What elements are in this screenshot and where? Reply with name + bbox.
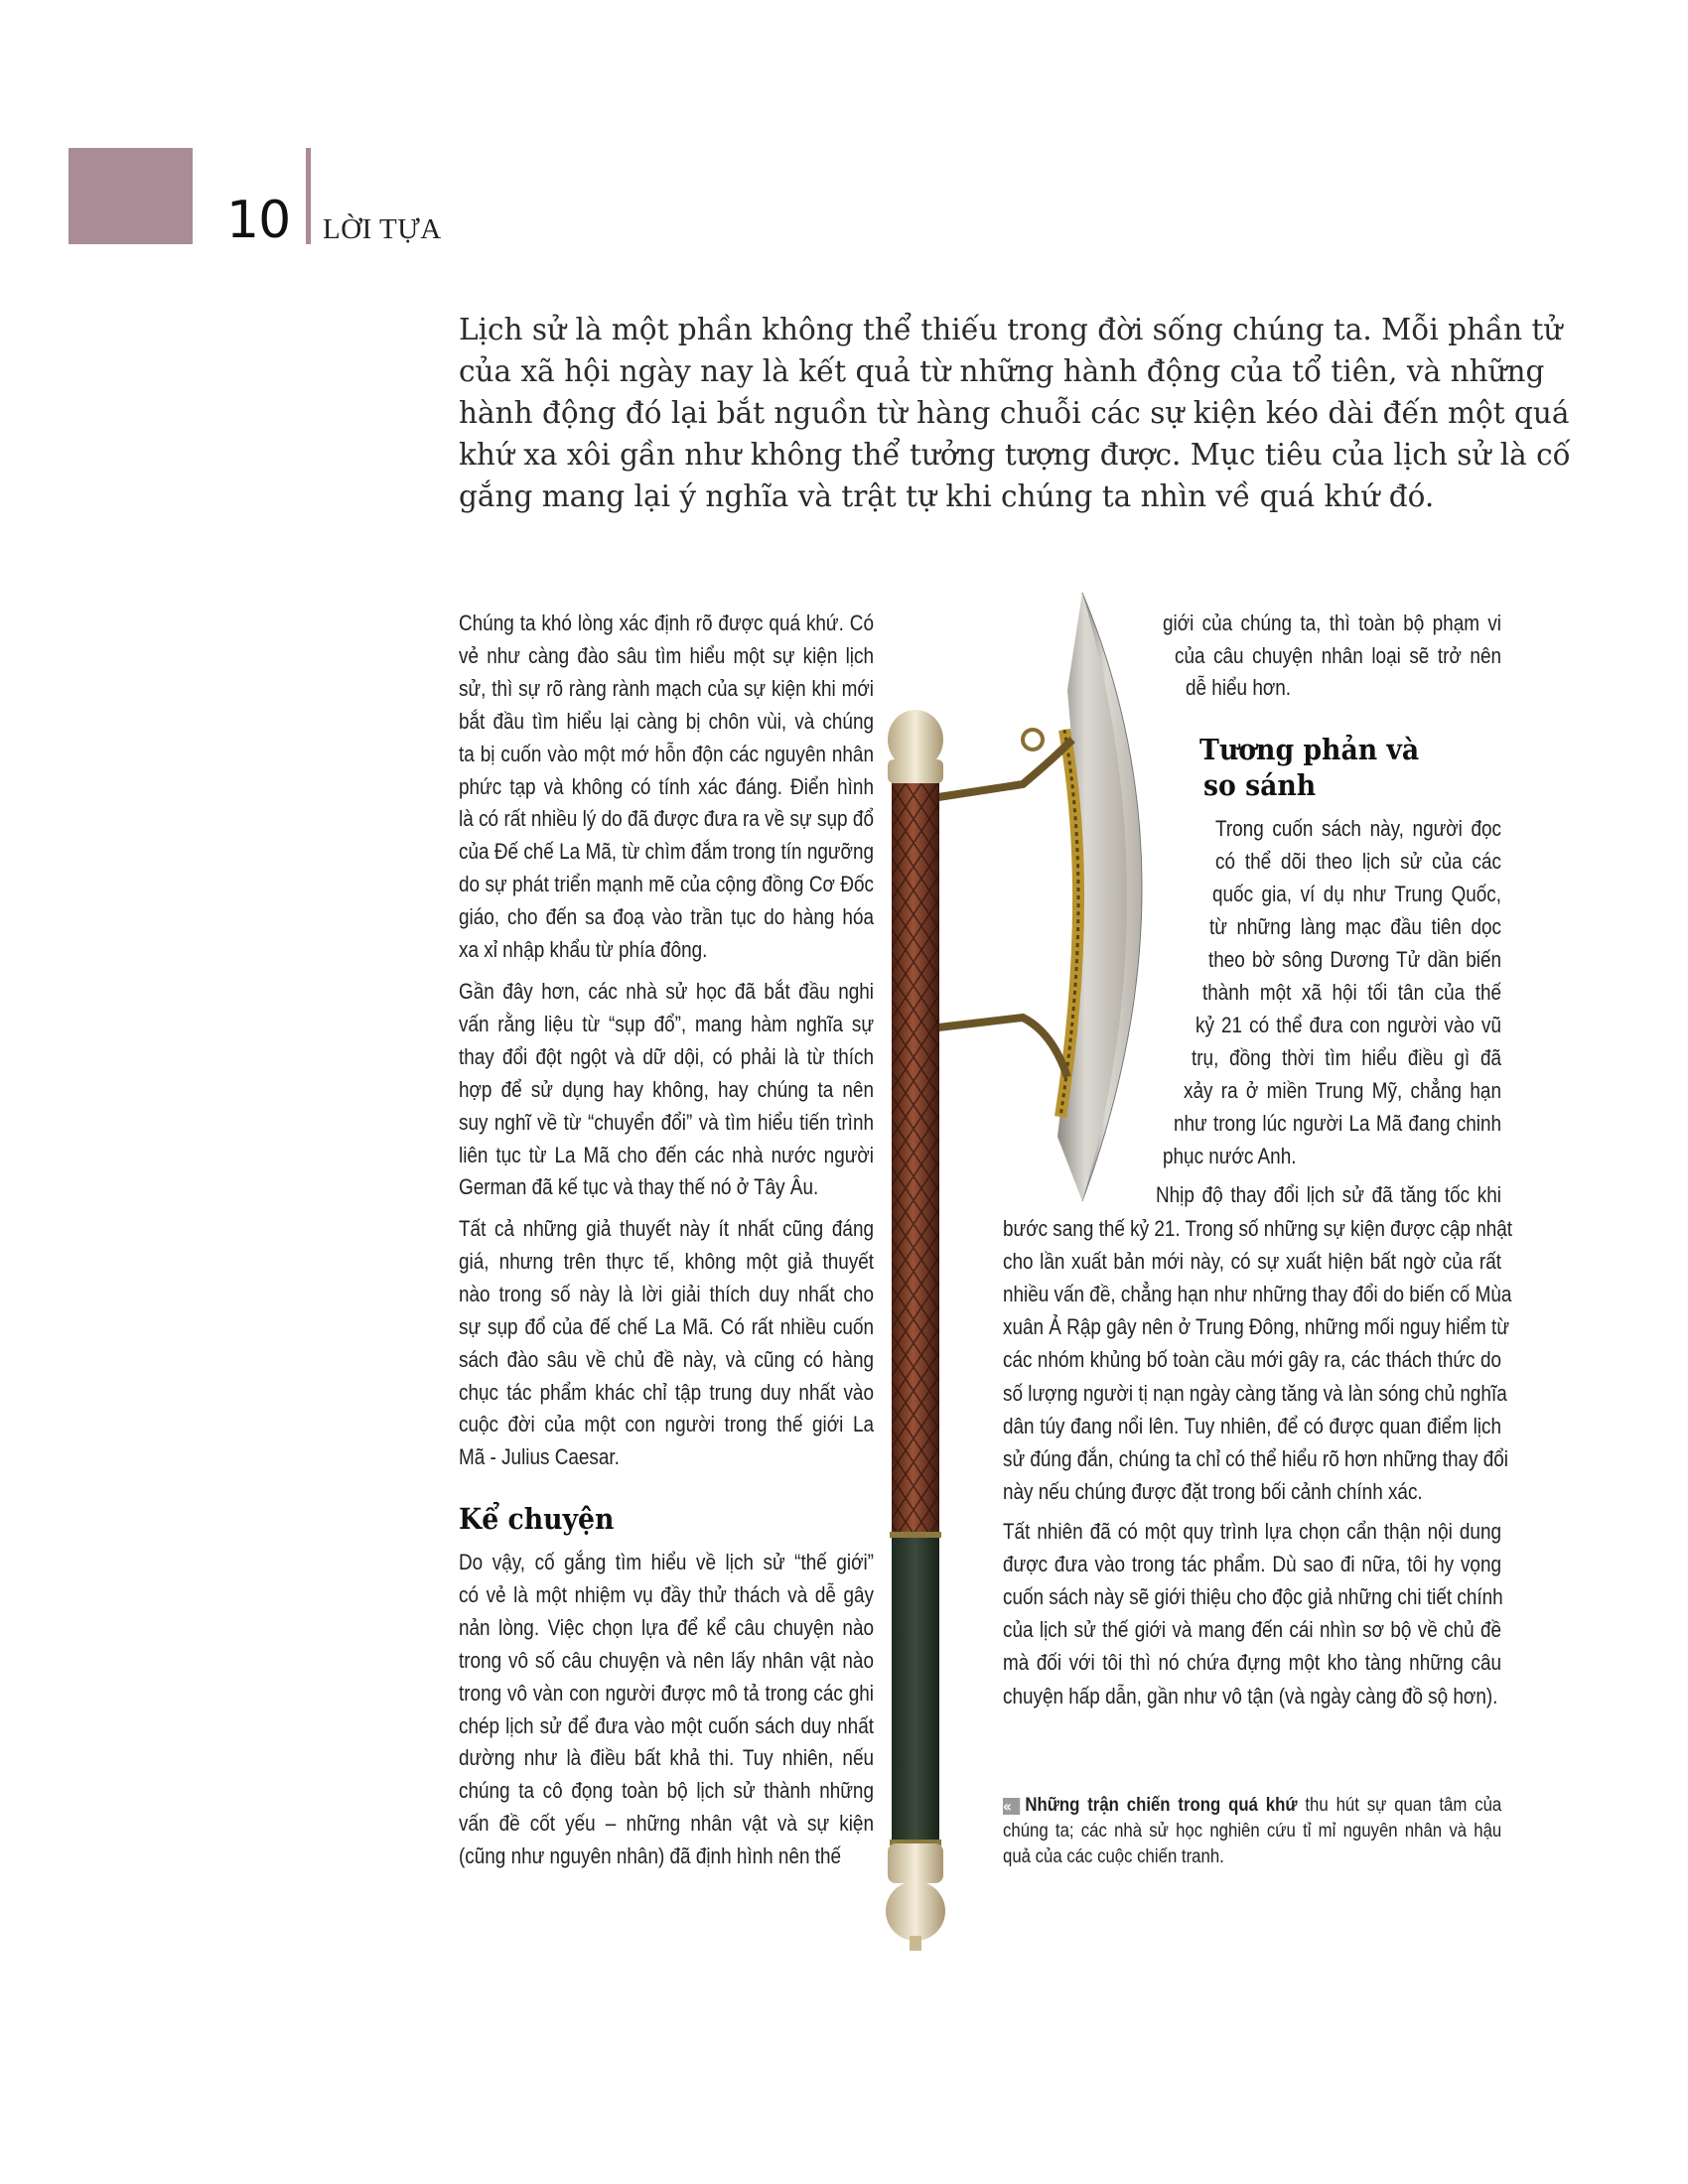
axe-top-cap xyxy=(888,710,943,783)
text-line: số lượng người tị nạn ngày càng tăng và làn sóng chủ nghĩa xyxy=(1003,1380,1507,1406)
intro-line: hành động đó lại bắt nguồn từ hàng chuỗi các sự kiện kéo dài đến một quá xyxy=(459,396,1570,430)
text-line: Nhịp độ thay đổi lịch sử đã tăng tốc khi xyxy=(1156,1182,1501,1207)
section-heading: so sánh xyxy=(1203,768,1317,802)
text-line: Gần đây hơn, các nhà sử học đã bắt đầu nghi xyxy=(459,979,874,1004)
text-line: nản lòng. Việc chọn lựa để kể câu chuyện nào xyxy=(459,1614,874,1640)
text-line: Do vậy, cố gắng tìm hiểu về lịch sử “thế giới” xyxy=(459,1550,874,1574)
text-line: chuyện hấp dẫn, gần như vô tận (và ngày càng đồ sộ hơn). xyxy=(1003,1683,1498,1708)
text-line: (cũng như nguyên nhân) đã định hình nên thế xyxy=(459,1843,842,1869)
intro-line: gắng mang lại ý nghĩa và trật tự khi chúng ta nhìn về quá khứ đó. xyxy=(459,479,1435,513)
text-line: trong vô số câu chuyện và nên lấy nhân vật nào xyxy=(459,1647,874,1673)
text-line: German đã kế tục và thay thế nó ở Tây Âu. xyxy=(459,1174,819,1200)
section-title: LỜI TỰA xyxy=(323,213,442,245)
axe-arms xyxy=(938,730,1072,1077)
text-line: bắt đầu tìm hiểu lại càng bị chôn vùi, và chúng xyxy=(459,708,874,734)
text-line: theo bờ sông Dương Tử dần biến xyxy=(1208,947,1501,972)
axe-blade xyxy=(1057,593,1142,1201)
text-line: liên tục từ La Mã cho đến các nhà nước người xyxy=(459,1142,874,1167)
text-line: Trong cuốn sách này, người đọc xyxy=(1215,816,1501,841)
text-line: nhiều vấn đề, chẳng hạn như những thay đổi do biến cố Mùa xyxy=(1003,1282,1512,1307)
text-line: ta bị cuốn vào một mớ hỗn độn các nguyên nhân xyxy=(459,741,874,766)
caption-text: thu hút sự quan tâm của xyxy=(1297,1794,1502,1816)
axe-grip xyxy=(892,1536,939,1843)
header-divider xyxy=(306,148,311,244)
text-line: Chúng ta khó lòng xác định rõ được quá khứ. Có xyxy=(459,611,874,635)
axe-bottom-cap xyxy=(886,1843,945,1951)
section-heading: Tương phản và xyxy=(1199,733,1420,766)
text-line: vấn rằng liệu từ “sụp đổ”, mang hàm nghĩa sự xyxy=(459,1011,874,1036)
battle-axe-image xyxy=(874,581,1192,1971)
text-line: mà đối với tôi thì nó chứa đựng một kho tàng những câu xyxy=(1003,1650,1501,1676)
text-line: chép lịch sử để đưa vào một cuốn sách duy nhất xyxy=(459,1712,874,1738)
text-line: của lịch sử thế giới và mang đến cái nhìn sơ bộ về chủ đề xyxy=(1003,1617,1501,1643)
text-line: dân túy đang nổi lên. Tuy nhiên, để có được quan điểm lịch xyxy=(1003,1413,1501,1438)
text-line: vấn đề cốt yếu – những nhân vật và sự kiện xyxy=(459,1811,874,1837)
text-line: sách đào sâu về chủ đề này, và cũng có hàng xyxy=(459,1346,874,1372)
text-line: sự sụp đổ của đế chế La Mã. Có rất nhiều cuốn xyxy=(459,1313,874,1339)
text-line: xa xỉ nhập khẩu từ phía đông. xyxy=(459,937,708,962)
text-line: vẻ như càng đào sâu tìm hiểu một sự kiện lịch xyxy=(459,642,874,668)
intro-line: của xã hội ngày nay là kết quả từ những hành động của tổ tiên, và những xyxy=(459,354,1545,388)
text-line: nào trong số này là lời giải thích duy nhất cho xyxy=(459,1281,874,1306)
text-line: kỷ 21 có thể đưa con người vào vũ xyxy=(1196,1013,1501,1037)
text-line: hợp để sử dụng hay không, hay chúng ta nên xyxy=(459,1076,874,1102)
text-line: phức tạp và không có tính xác đáng. Điển hình xyxy=(459,773,874,799)
text-line: chúng ta cô đọng toàn bộ lịch sử thành những xyxy=(459,1778,874,1804)
text-line: Mã - Julius Caesar. xyxy=(459,1444,620,1470)
caption-bold: Những trận chiến trong quá khứ xyxy=(1025,1794,1298,1816)
page-number: 10 xyxy=(226,191,291,250)
double-chevron-left-icon: « xyxy=(1003,1798,1020,1815)
text-line: trong vô vàn con người được mô tả trong các ghi xyxy=(459,1680,874,1706)
text-line: phục nước Anh. xyxy=(1163,1144,1297,1168)
text-line: được đưa vào trong tác phẩm. Dù sao đi nữa, tôi hy vọng xyxy=(1003,1552,1501,1577)
text-line: có thể dõi theo lịch sử của các xyxy=(1215,849,1501,874)
text-line: xuân Ả Rập gây nên ở Trung Đông, những mối nguy hiểm từ xyxy=(1003,1314,1509,1340)
text-line: quốc gia, ví dụ như Trung Quốc, xyxy=(1212,882,1501,906)
intro-line: khứ xa xôi gần như không thể tưởng tượng được. Mục tiêu của lịch sử là cố xyxy=(459,438,1571,472)
text-line: từ những làng mạc đầu tiên dọc xyxy=(1209,914,1501,939)
text-line: của câu chuyện nhân loại sẽ trở nên xyxy=(1175,643,1501,668)
text-line: suy nghĩ về từ “chuyển đổi” và tìm hiểu tiến trình xyxy=(459,1109,874,1135)
text-line: Tất cả những giả thuyết này ít nhất cũng đáng xyxy=(459,1216,874,1241)
text-line: cuộc đời của một con người trong thế giới La xyxy=(459,1412,874,1437)
text-line: do sự phát triển mạnh mẽ của cộng đồng Cơ Đốc xyxy=(459,872,874,897)
text-line: giá, nhưng trên thực tế, không một giả thuyết xyxy=(459,1248,874,1274)
caption-line xyxy=(1003,1792,1501,1818)
text-line: bước sang thế kỷ 21. Trong số những sự kiện được cập nhật xyxy=(1003,1216,1513,1241)
text-line: dễ hiểu hơn. xyxy=(1186,675,1292,700)
text-line: sử, thì sự rõ ràng rành mạch của sự kiện khi mới xyxy=(459,675,874,701)
text-line: giáo, cho đến sa đoạ vào trần tục do hàng hóa xyxy=(459,904,874,930)
text-line: Tất nhiên đã có một quy trình lựa chọn cẩn thận nội dung xyxy=(1003,1519,1501,1544)
text-line: như trong lúc người La Mã đang chinh xyxy=(1174,1111,1501,1136)
intro-line: Lịch sử là một phần không thể thiếu trong đời sống chúng ta. Mỗi phần tử xyxy=(459,313,1563,346)
text-line: này nếu chúng được đặt trong bối cảnh chính xác. xyxy=(1003,1478,1423,1504)
text-line: sử đúng đắn, chúng ta chỉ có thể hiểu rõ hơn những thay đổi xyxy=(1003,1445,1508,1471)
text-line: thành một xã hội tối tân của thế xyxy=(1202,980,1501,1005)
text-line: cuốn sách này sẽ giới thiệu cho độc giả những chi tiết chính xyxy=(1003,1584,1503,1610)
text-line: cho lần xuất bản mới này, có sự xuất hiện bất ngờ của rất xyxy=(1003,1249,1501,1275)
text-line: xảy ra ở miền Trung Mỹ, chẳng hạn xyxy=(1184,1078,1501,1103)
text-line: là có rất nhiều lý do đã được đưa ra về sự sụp đổ xyxy=(459,806,874,832)
text-line: giới của chúng ta, thì toàn bộ phạm vi xyxy=(1163,611,1501,635)
caption-line: quả của các cuộc chiến tranh. xyxy=(1003,1845,1224,1867)
text-line: các nhóm khủng bố toàn cầu mới gây ra, các thách thức do xyxy=(1003,1347,1501,1373)
text-line: của Đế chế La Mã, từ chìm đắm trong tín ngưỡng xyxy=(459,839,874,865)
header-color-block xyxy=(69,148,193,244)
text-line: dường như là điều bất khả thi. Tuy nhiên, nếu xyxy=(459,1745,874,1771)
text-line: có vẻ là một nhiệm vụ đầy thử thách và dễ gây xyxy=(459,1581,874,1607)
text-line: chục tác phẩm khác chỉ tập trung duy nhất vào xyxy=(459,1379,874,1405)
caption-line: chúng ta; các nhà sử học nghiên cứu tỉ mỉ nguyên nhân và hậu xyxy=(1003,1820,1502,1842)
text-line: thay đổi đột ngột và dữ dội, có phải là từ thích xyxy=(459,1043,874,1069)
text-line: trụ, đồng thời tìm hiểu điều gì đã xyxy=(1192,1045,1501,1070)
section-heading: Kể chuyện xyxy=(459,1502,615,1536)
